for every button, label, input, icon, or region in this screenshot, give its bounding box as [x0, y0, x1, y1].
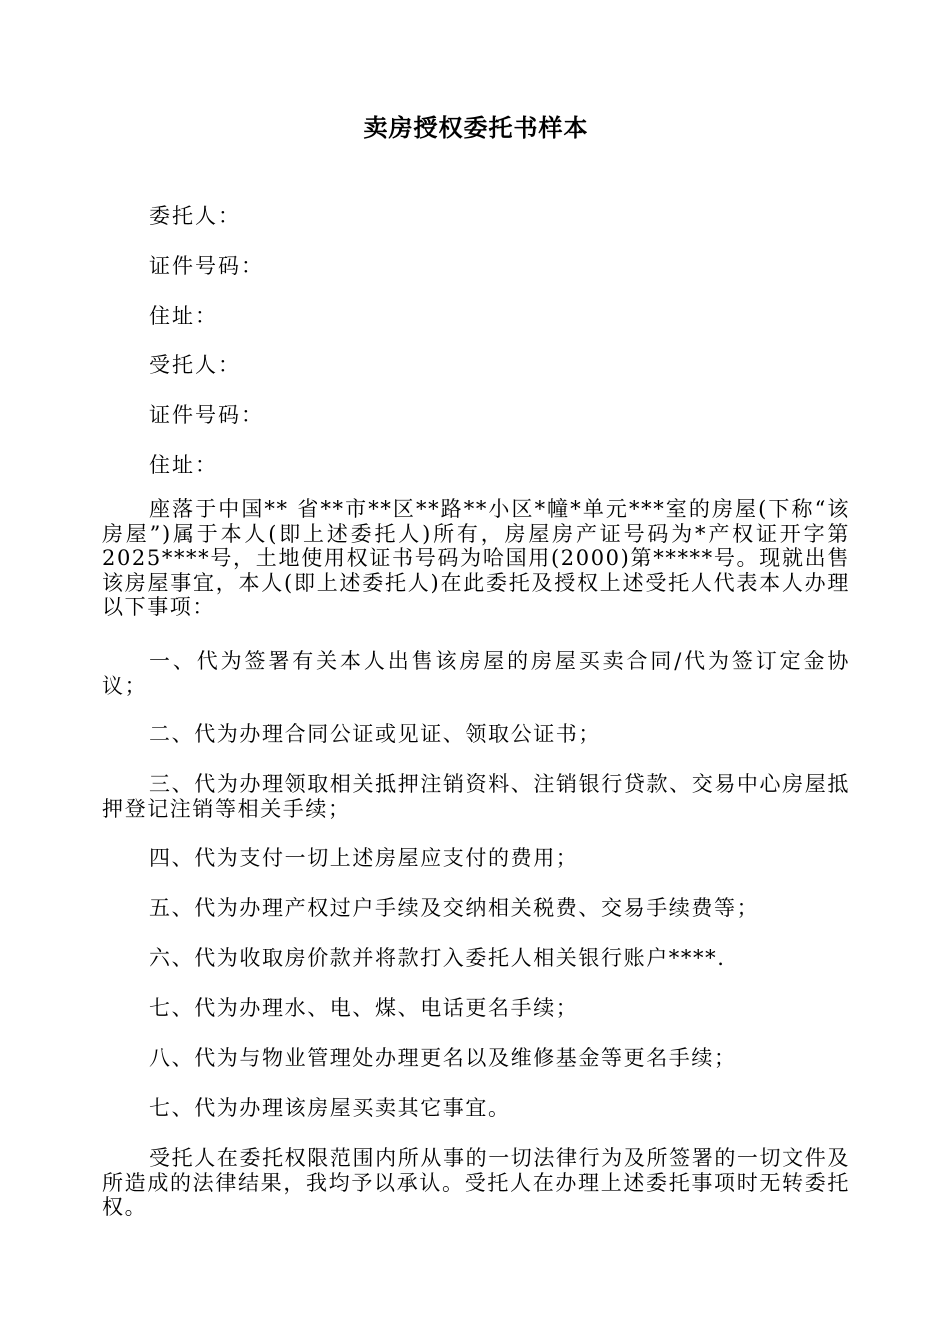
agent-address-label: 住址：: [149, 453, 218, 477]
agent-id-label: 证件号码：: [149, 403, 264, 427]
authorization-item: 七、代为办理水、电、煤、电话更名手续；: [149, 996, 579, 1020]
authorization-item: 五、代为办理产权过户手续及交纳相关税费、交易手续费等；: [149, 896, 760, 920]
authorization-item: 七、代为办理该房屋买卖其它事宜。: [149, 1096, 511, 1120]
intro-paragraph: 座落于中国** 省**市**区**路**小区*幢*单元***室的房屋(下称“该房屋”)属于本人(即上述委托人)所有，房屋房产证号码为*产权证开字第2025****号，土地使用权证书号码为哈国用(2000)第*****号。现就出售该房屋事宜，本人(即上述委托人)在此委托及授权上述受托人代表本人办理以下事项：: [102, 497, 850, 619]
agent-label: 受托人：: [149, 353, 241, 377]
document-title: 卖房授权委托书样本: [363, 114, 589, 142]
principal-address-label: 住址：: [149, 304, 218, 328]
authorization-item: 四、代为支付一切上述房屋应支付的费用；: [149, 846, 579, 870]
principal-label: 委托人：: [149, 204, 241, 228]
principal-id-label: 证件号码：: [149, 254, 264, 278]
authorization-item: 二、代为办理合同公证或见证、领取公证书；: [149, 722, 601, 746]
authorization-item: 八、代为与物业管理处办理更名以及维修基金等更名手续；: [149, 1046, 737, 1070]
authorization-item: 一、代为签署有关本人出售该房屋的房屋买卖合同/代为签订定金协议；: [102, 649, 850, 698]
authorization-item: 六、代为收取房价款并将款打入委托人相关银行账户****.: [149, 946, 726, 970]
authorization-item: 三、代为办理领取相关抵押注销资料、注销银行贷款、交易中心房屋抵押登记注销等相关手续；: [102, 772, 850, 821]
closing-paragraph: 受托人在委托权限范围内所从事的一切法律行为及所签署的一切文件及所造成的法律结果，我均予以承认。受托人在办理上述委托事项时无转委托权。: [102, 1146, 850, 1219]
